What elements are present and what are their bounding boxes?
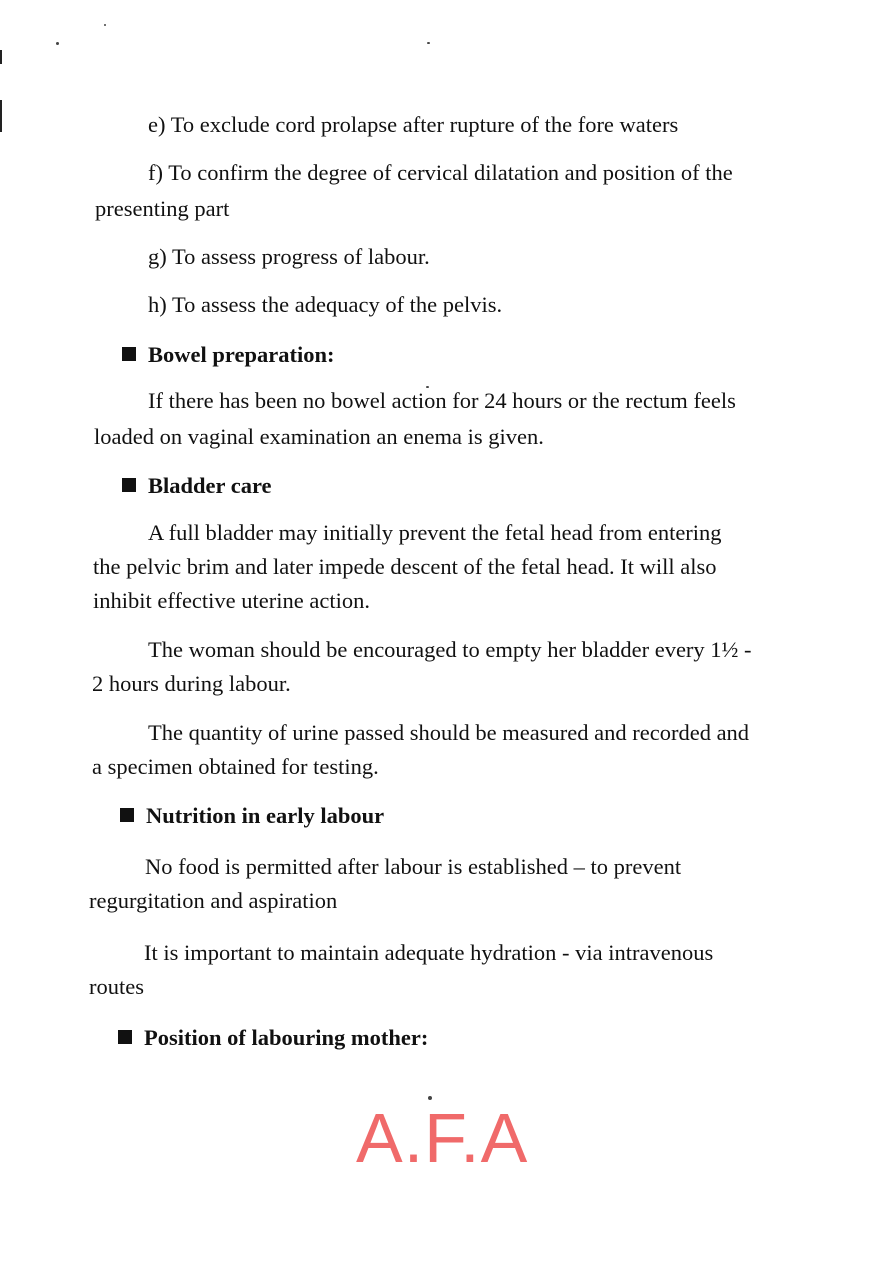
bladder-paragraph-c-line1: The quantity of urine passed should be measured and recorded and (148, 720, 750, 745)
section-heading-bladder: Bladder care (122, 473, 272, 499)
nutrition-paragraph-b-line2: routes (89, 974, 144, 999)
scan-speck (427, 42, 430, 44)
nutrition-paragraph-a-line1: No food is permitted after labour is established – to prevent (145, 854, 682, 879)
section-heading-bowel: Bowel preparation: (122, 342, 334, 368)
bladder-paragraph-a-line1: A full bladder may initially prevent the fetal head from entering (148, 520, 722, 545)
nutrition-paragraph-a-line2: regurgitation and aspiration (89, 888, 338, 913)
bowel-paragraph-line1: If there has been no bowel action for 24 hours or the rectum feels (148, 388, 736, 413)
section-heading-nutrition: Nutrition in early labour (120, 803, 384, 829)
scan-speck (56, 42, 59, 45)
bowel-paragraph-line2: loaded on vaginal examination an enema is given. (94, 424, 544, 449)
bladder-paragraph-a-line2: the pelvic brim and later impede descent of the fetal head. It will also (93, 554, 717, 579)
list-item-f-line2: presenting part (95, 196, 230, 221)
square-bullet-icon (118, 1030, 132, 1044)
afa-watermark: A.F.A (356, 1099, 529, 1177)
list-item-e: e) To exclude cord prolapse after rupture of the fore waters (148, 112, 679, 137)
square-bullet-icon (120, 808, 134, 822)
square-bullet-icon (122, 347, 136, 361)
scan-edge-mark (0, 100, 2, 132)
section-heading-position: Position of labouring mother: (118, 1025, 428, 1051)
bladder-paragraph-a-line3: inhibit effective uterine action. (93, 588, 370, 613)
bladder-paragraph-b-line2: 2 hours during labour. (92, 671, 291, 696)
list-item-h: h) To assess the adequacy of the pelvis. (148, 292, 503, 317)
scan-speck (104, 24, 106, 26)
nutrition-paragraph-b-line1: It is important to maintain adequate hydration - via intravenous (144, 940, 714, 965)
square-bullet-icon (122, 478, 136, 492)
bladder-paragraph-b-line1: The woman should be encouraged to empty her bladder every 1½ - (148, 637, 752, 662)
bladder-paragraph-c-line2: a specimen obtained for testing. (92, 754, 379, 779)
list-item-g: g) To assess progress of labour. (148, 244, 430, 269)
list-item-f-line1: f) To confirm the degree of cervical dilatation and position of the (148, 160, 733, 185)
scan-edge-mark (0, 50, 2, 64)
